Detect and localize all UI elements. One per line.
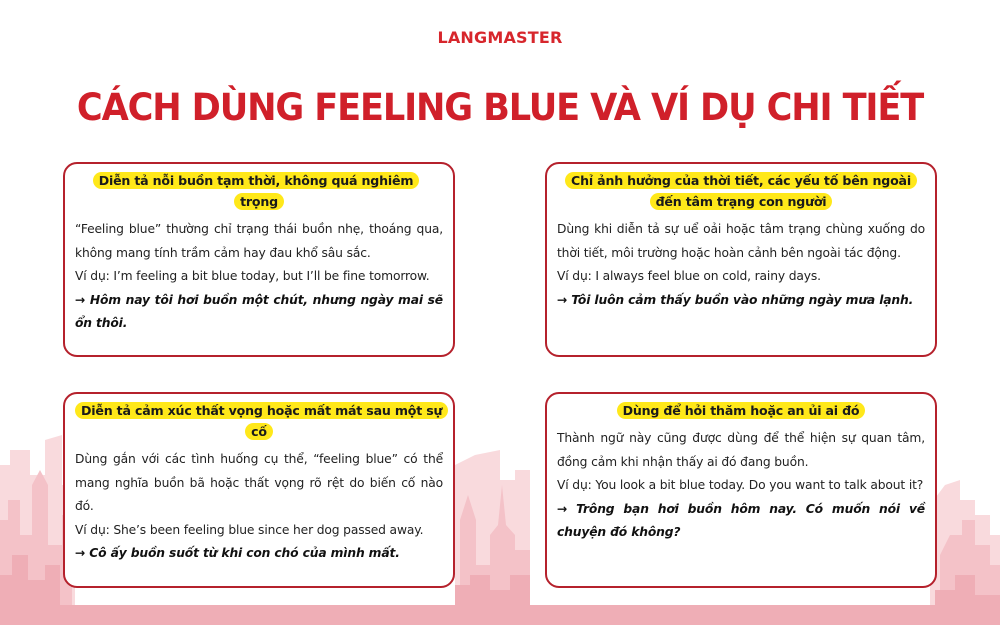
- card-description: Dùng gắn với các tình huống cụ thể, “feeling blue” có thể mang nghĩa buồn bã hoặc thất vọng rõ rệt do biến cố nào đó.: [75, 452, 443, 513]
- card-example: Ví dụ: You look a bit blue today. Do you want to talk about it?: [557, 478, 924, 492]
- card-translation: → Hôm nay tôi hơi buồn một chút, nhưng ngày mai sẽ ổn thôi.: [75, 292, 443, 330]
- card-description: Thành ngữ này cũng được dùng để thể hiện sự quan tâm, đồng cảm khi nhận thấy ai đó đang buồn.: [557, 431, 925, 469]
- card-heading-highlight: Dùng để hỏi thăm hoặc an ủi ai đó: [617, 402, 866, 419]
- card-heading-highlight: Diễn tả cảm xúc thất vọng hoặc mất mát sau một sự cố: [75, 402, 448, 440]
- usage-card-disappointment-loss: [63, 392, 455, 588]
- card-heading-highlight: Chỉ ảnh hưởng của thời tiết, các yếu tố bên ngoài đến tâm trạng con người: [565, 172, 917, 210]
- card-example: Ví dụ: She’s been feeling blue since her dog passed away.: [75, 522, 424, 537]
- card-body: [75, 218, 443, 336]
- card-body: [557, 218, 925, 312]
- card-translation: → Trông bạn hơi buồn hôm nay. Có muốn nói về chuyện đó không?: [557, 501, 925, 539]
- card-heading: [557, 400, 925, 421]
- card-heading: [557, 170, 925, 212]
- card-description: “Feeling blue” thường chỉ trạng thái buồn nhẹ, thoáng qua, không mang tính trầm cảm hay đau khổ sâu sắc.: [75, 222, 443, 260]
- usage-card-weather-influence: [545, 162, 937, 357]
- page-title: CÁCH DÙNG FEELING BLUE VÀ VÍ DỤ CHI TIẾT: [76, 86, 924, 129]
- card-description: Dùng khi diễn tả sự uể oải hoặc tâm trạng chùng xuống do thời tiết, môi trường hoặc hoàn cảnh bên ngoài tác động.: [557, 222, 925, 260]
- card-heading: [75, 400, 443, 442]
- langmaster-logo: LANGMASTER: [437, 28, 563, 47]
- card-body: [75, 448, 443, 566]
- usage-card-temporary-sadness: [63, 162, 455, 357]
- card-example: Ví dụ: I’m feeling a bit blue today, but I’ll be fine tomorrow.: [75, 269, 430, 283]
- card-translation: → Cô ấy buồn suốt từ khi con chó của mình mất.: [75, 546, 400, 560]
- card-body: [557, 427, 925, 545]
- card-heading-highlight: Diễn tả nỗi buồn tạm thời, không quá nghiêm trọng: [93, 172, 420, 210]
- card-heading: [75, 170, 443, 212]
- usage-card-comfort-someone: [545, 392, 937, 588]
- card-example: Ví dụ: I always feel blue on cold, rainy days.: [557, 269, 821, 283]
- card-translation: → Tôi luôn cảm thấy buồn vào những ngày mưa lạnh.: [557, 292, 914, 307]
- skyline-ground: [0, 605, 1000, 625]
